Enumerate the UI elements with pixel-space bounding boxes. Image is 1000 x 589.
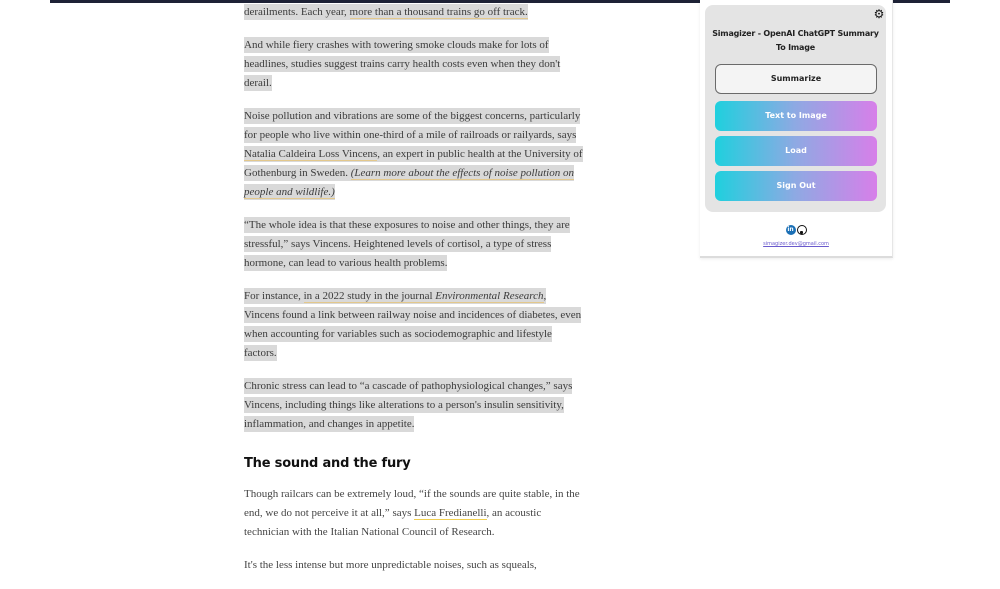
paragraph-text: It's the less intense but more unpredictable noises, such as squeals, (244, 559, 537, 571)
paragraph-text: Though railcars can be extremely loud, “if the sounds are quite stable, in the end, we do not perceive it at all,” says (244, 488, 580, 519)
article-link-derailments[interactable]: more than a thousand trains go off track. (349, 6, 528, 18)
github-icon[interactable] (797, 225, 807, 235)
article-paragraph (244, 216, 584, 273)
paragraph-text: derailments. Each year, (244, 6, 350, 18)
article-paragraph (244, 287, 584, 363)
extension-popup (700, 0, 893, 258)
load-button[interactable]: Load (715, 136, 877, 166)
paragraph-text: “The whole idea is that these exposures to noise and other things, they are stressful,” says Vincens. Heightened levels of cortisol, a type of stress hormone, can lead to various health problems. (244, 219, 570, 269)
linkedin-icon[interactable]: in (787, 226, 794, 233)
text-to-image-button[interactable]: Text to Image (715, 101, 877, 131)
section-heading: The sound and the fury (244, 456, 411, 471)
extension-card (705, 5, 886, 212)
article-paragraph (244, 3, 584, 22)
paragraph-text: For instance, (244, 290, 304, 302)
paragraph-text: Chronic stress can lead to “a cascade of pathophysiological changes,” says Vincens, including things like alterations to a person's insulin sensitivity, inflammation, and changes in appetite. (244, 380, 573, 430)
article-link-vincens[interactable]: Natalia Caldeira Loss Vincens (244, 148, 378, 160)
article-link-fredianelli[interactable]: Luca Fredianelli (414, 507, 487, 519)
paragraph-text: , an expert in public health at the University of Gothenburg in Sweden. (244, 148, 583, 179)
article-paragraph (244, 556, 584, 575)
sign-out-button[interactable]: Sign Out (715, 171, 877, 201)
contact-email-link[interactable]: simagizer.dev@gmail.com (763, 241, 829, 247)
article-paragraph (244, 36, 584, 93)
article-link-noise-pollution[interactable]: (Learn more about the effects of noise pollution on people and wildlife.) (244, 167, 574, 198)
article-link-2022-study[interactable]: in a 2022 study in the journal Environmental Research (303, 290, 544, 302)
article-paragraph (244, 377, 584, 434)
paragraph-text: , Vincens found a link between railway noise and incidences of diabetes, even when accounting for variables such as sociodemographic and lifestyle factors. (244, 290, 582, 359)
social-links (700, 225, 892, 237)
gear-icon[interactable]: ⚙ (873, 7, 885, 21)
article-paragraph (244, 485, 584, 542)
extension-title: Simagizer - OpenAI ChatGPT Summary To Image (712, 29, 879, 52)
summarize-button[interactable]: Summarize (715, 64, 877, 94)
article-body (244, 3, 584, 589)
paragraph-text: And while fiery crashes with towering smoke clouds make for lots of headlines, studies suggest trains carry health costs even when they don't derail. (244, 39, 561, 89)
article-paragraph (244, 107, 584, 202)
paragraph-text: Noise pollution and vibrations are some of the biggest concerns, particularly for people who live within one-third of a mile of railroads or railyards, says (244, 110, 581, 141)
paragraph-text: , an acoustic technician with the Italian National Council of Research. (244, 507, 542, 538)
